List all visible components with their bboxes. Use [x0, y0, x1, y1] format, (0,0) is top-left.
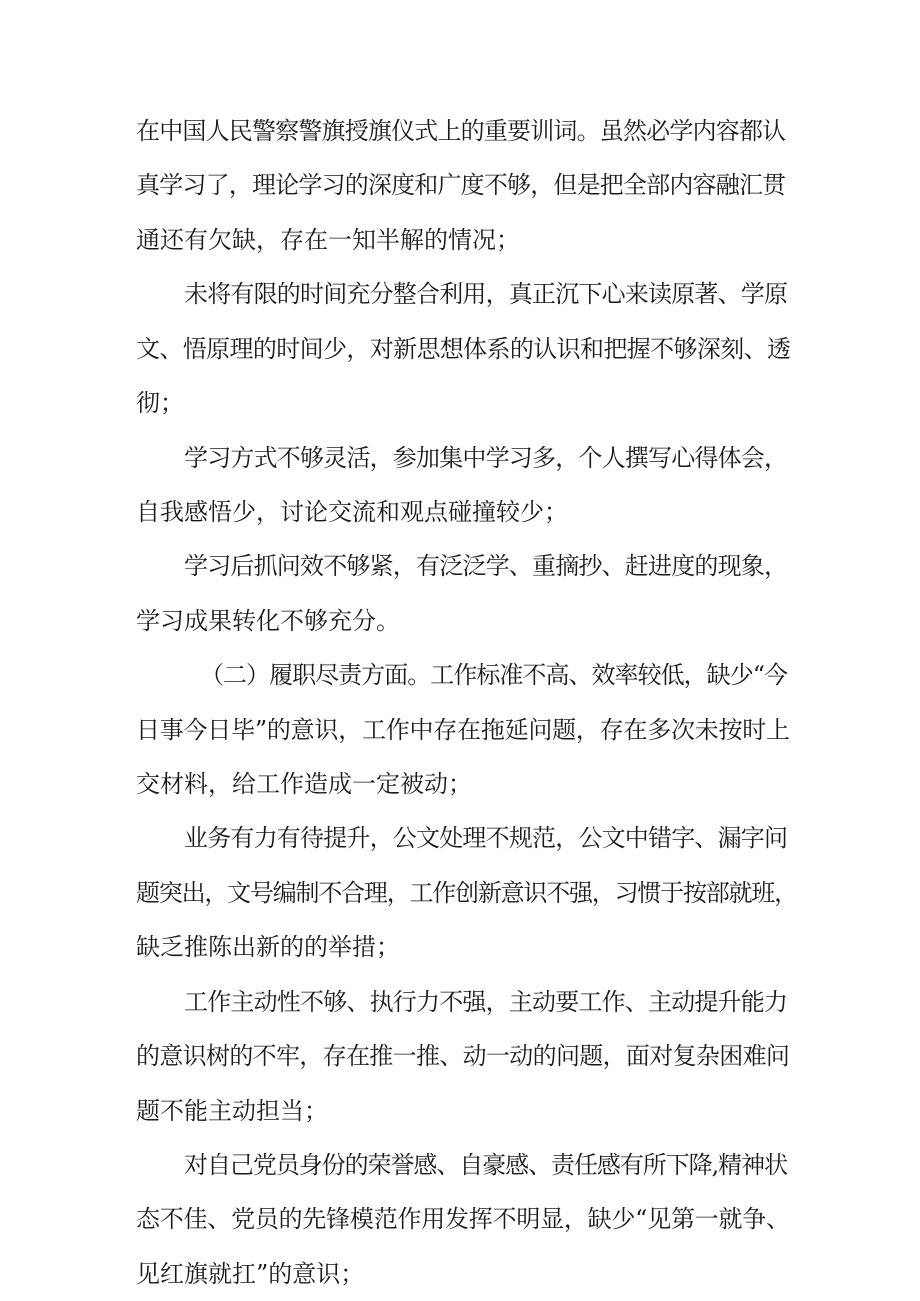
paragraph-line: 自我感悟少，讨论交流和观点碰撞较少；: [136, 498, 568, 526]
paragraph-line: 交材料，给工作造成一定被动；: [136, 770, 472, 798]
paragraph-line: 在中国人民警察警旗授旗仪式上的重要训词。虽然必学内容都认: [136, 117, 786, 145]
paragraph-line: 业务有力有待提升，公文处理不规范，公文中错字、漏字问: [184, 824, 788, 852]
paragraph-line: 学习方式不够灵活，参加集中学习多，个人撰写心得体会，: [184, 444, 788, 472]
paragraph-line: 题不能主动担当；: [136, 1097, 328, 1125]
paragraph-line: 见红旗就扛”的意识；: [136, 1260, 365, 1288]
paragraph-line: 日事今日毕”的意识，工作中存在拖延问题，存在多次未按时上: [136, 716, 790, 744]
paragraph-line: 工作主动性不够、执行力不强，主动要工作、主动提升能力: [184, 988, 788, 1016]
paragraph-line: 缺乏推陈出新的的举措；: [136, 933, 400, 961]
paragraph-line: 对自己党员身份的荣誉感、自豪感、责任感有所下降,精神状: [184, 1151, 788, 1179]
paragraph-line: 态不佳、党员的先锋模范作用发挥不明显，缺少“见第一就争、: [136, 1205, 790, 1233]
paragraph-line: 学习后抓问效不够紧，有泛泛学、重摘抄、赶进度的现象，: [184, 552, 788, 580]
paragraph-line: （二）履职尽责方面。工作标准不高、效率较低，缺少“今: [200, 661, 788, 689]
paragraph-line: 彻；: [136, 389, 184, 417]
paragraph-line: 学习成果转化不够充分。: [136, 607, 400, 635]
paragraph-line: 通还有欠缺，存在一知半解的情况；: [136, 226, 520, 254]
paragraph-line: 真学习了，理论学习的深度和广度不够，但是把全部内容融汇贯: [136, 171, 786, 199]
paragraph-line: 的意识树的不牢，存在推一推、动一动的问题，面对复杂困难问: [136, 1042, 790, 1070]
paragraph-line: 题突出，文号编制不合理，工作创新意识不强，习惯于按部就班，: [136, 879, 797, 907]
paragraph-line: 文、悟原理的时间少，对新思想体系的认识和把握不够深刻、透: [136, 335, 791, 363]
paragraph-line: 未将有限的时间充分整合利用，真正沉下心来读原著、学原: [184, 280, 788, 308]
